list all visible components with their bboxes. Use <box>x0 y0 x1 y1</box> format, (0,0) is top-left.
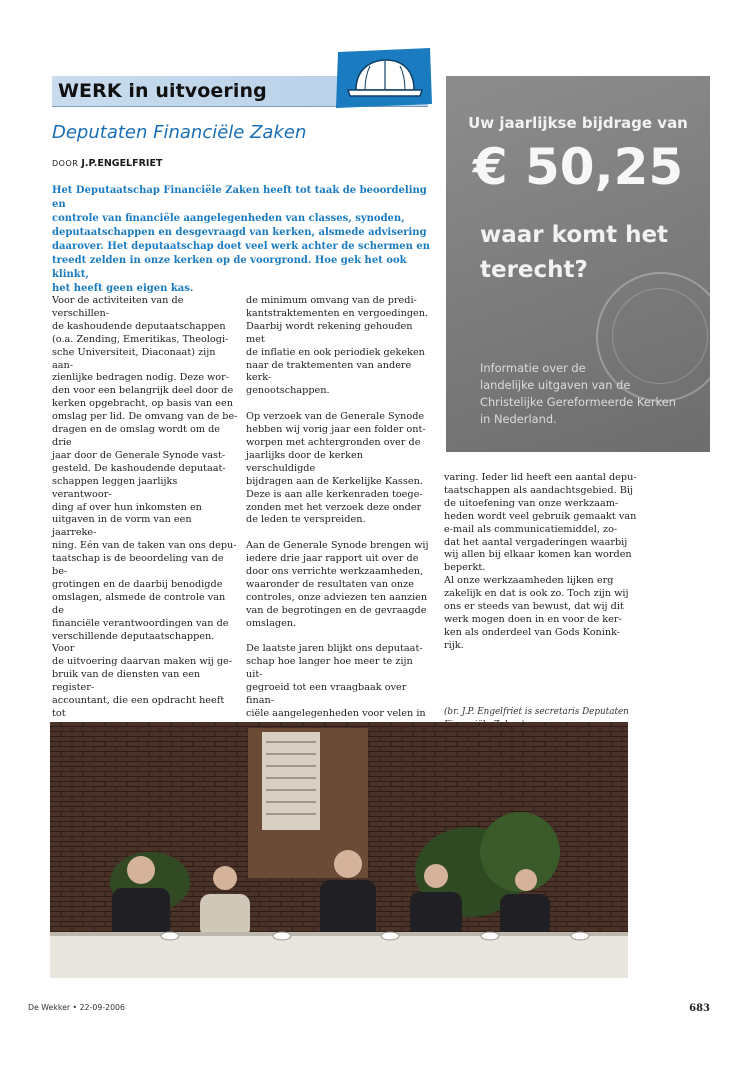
byline-prefix: DOOR <box>52 159 79 168</box>
article-column-1: Voor de activiteiten van de verschillen- de kashoudende deputaatschappen (o.a. Zending, Emeritikas, Theologi- sche Universiteit, Diaconaat) zijn aan- zienlijke bedragen nodig. Deze wor- den voor een belangrijk deel door de kerken opgebracht, op basis van een omslag per lid. De omvang van de be- dragen en de omslag wordt om de drie jaar door de Generale Synode vast- gesteld. De kashoudende deputaat- schappen leggen jaarlijks verantwoor- ding af over hun inkomsten en uitgaven in de vorm van een jaarreke- ning. Eén van de taken van ons depu- taatschap is de beoordeling van de be- grotingen en de daarbij benodigde omslagen, alsmede de controle van de financiële verantwoordingen van de verschillende deputaatschappen. Voor de uitvoering daarvan maken wij ge- bruik van de diensten van een register- accountant, die een opdracht heeft tot <box>52 295 238 719</box>
folder-info: Informatie over de landelijke uitgaven van de Christelijke Gereformeerde Kerken in Nederland. <box>480 361 676 426</box>
author-name: J.P.ENGELFRIET <box>81 158 163 169</box>
folder-line-1: Uw jaarlijkse bijdrage van <box>468 114 688 132</box>
publication-footer: De Wekker • 22-09-2006 <box>28 1003 125 1012</box>
folder-question: waar komt het terecht? <box>480 222 669 283</box>
article-column-2: de minimum omvang van de predi- kantstraktementen en vergoedingen. Daarbij wordt rekening gehouden met de inflatie en ook periodiek gekeken naar de traktementen van andere kerk- genootschappen. Op verzoek van de Generale Synode hebben wij vorig jaar een folder ont- worpen met achtergronden over de jaarlijks door de kerken verschuldigde bijdragen aan de Kerkelijke Kassen. Deze is aan alle kerkenraden toege- zonden met het verzoek deze onder de leden te verspreiden. Aan de Generale Synode brengen wij iedere drie jaar rapport uit over de door ons verrichte werkzaamheden, waaronder de resultaten van onze controles, onze adviezen ten aanzien van de begrotingen en de gevraagde omslagen. De laatste jaren blijkt ons deputaat- schap hoe langer hoe meer te zijn uit- gegroeid tot een vraagbaak over finan- ciële aangelegenheden voor velen in <box>246 295 429 719</box>
folder-amount: € 50,25 <box>472 138 684 196</box>
folder-cover-image <box>446 76 710 452</box>
page-number: 683 <box>689 1003 710 1014</box>
byline <box>52 158 162 169</box>
author-note: (br. J.P. Engelfriet is secretaris Deputaten <box>444 707 629 717</box>
article-column-3: varing. Ieder lid heeft een aantal depu- taatschappen als aandachtsgebied. Bij de uitoefening van onze werkzaam- heden wordt veel gebruik gemaakt van e-mail als communicatiemiddel, zo- dat het aantal vergaderingen waarbij wij allen bij elkaar komen kan worden beperkt. Al onze werkzaamheden lijken erg zakelijk en dat is ook zo. Toch zijn wij ons er steeds van bewust, dat wij dit werk mogen doen in en voor de ker- ken als onderdeel van Gods Konink- rijk. <box>444 472 637 651</box>
section-title: WERK in uitvoering <box>58 80 267 102</box>
meeting-photo <box>50 722 628 978</box>
article-headline: Deputaten Financiële Zaken <box>52 122 307 143</box>
article-lead: Het Deputaatschap Financiële Zaken heeft tot taak de beoordeling en controle van financiële aangelegenheden van classes, synoden, deputaatschappen en desgevraagd van kerken, alsmede advisering daarover. Het deputaatschap doet veel werk achter de schermen en treedt zelden in onze kerken op de voorgrond. Hoe gek het ook klinkt, het heeft geen eigen kas. <box>52 185 430 294</box>
hard-hat-icon <box>332 46 436 112</box>
